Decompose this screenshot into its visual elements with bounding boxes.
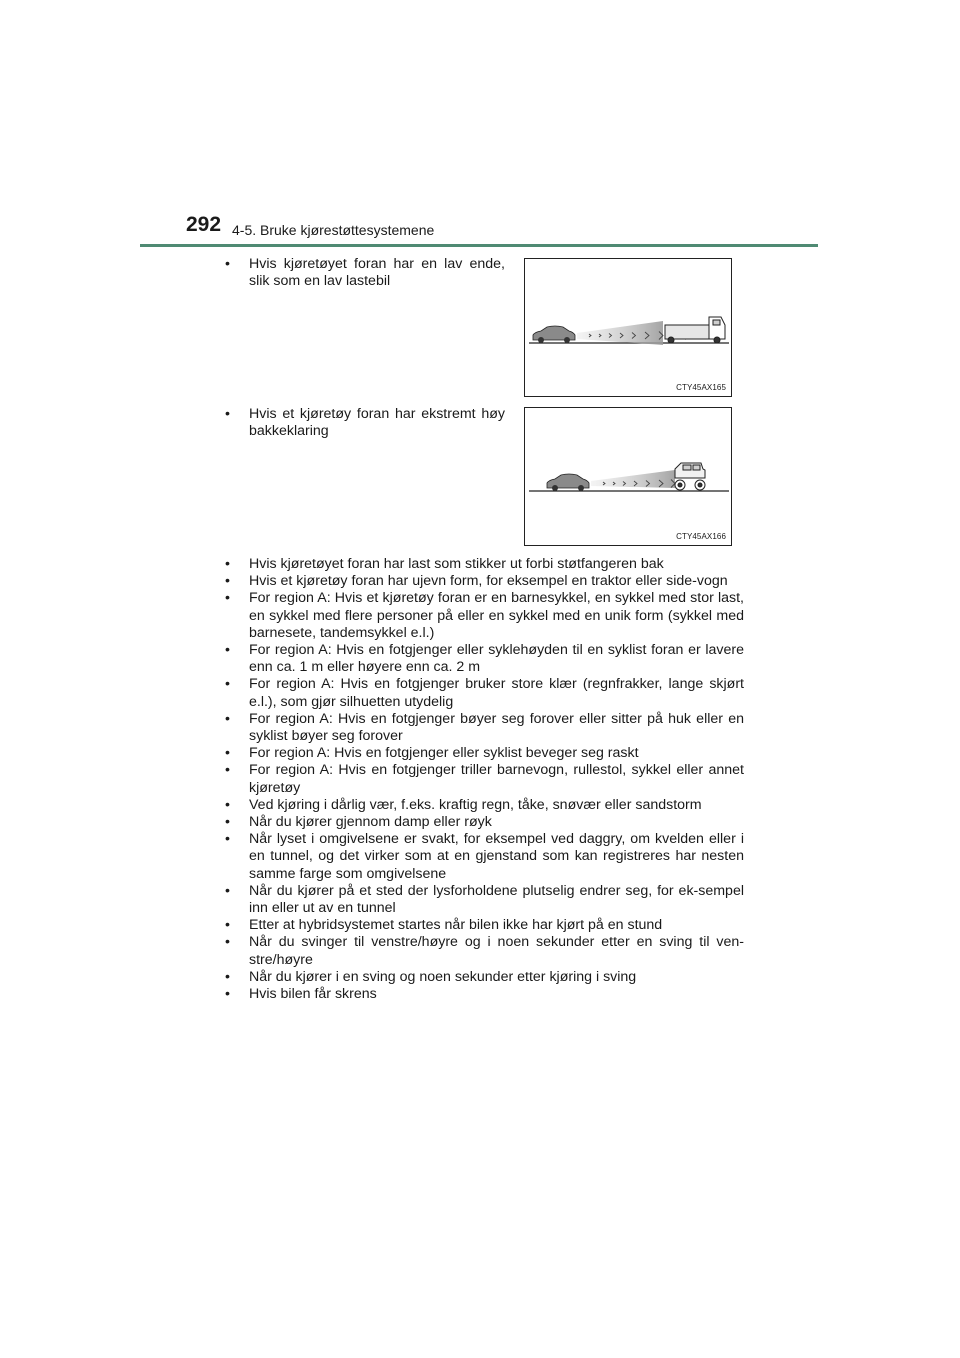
figure-code: CTY45AX166 xyxy=(676,532,726,541)
bullet: • xyxy=(225,968,230,985)
list-item xyxy=(225,934,744,968)
list-item-text: For region A: Hvis en fotgjenger triller barnevogn, rullestol, sykkel eller annet kjøretøy xyxy=(249,762,744,796)
list-item xyxy=(225,917,744,934)
list-item-text: Hvis kjøretøyet foran har last som stikker ut forbi støtfangeren bak xyxy=(249,556,664,572)
list-item xyxy=(225,573,744,590)
list-item xyxy=(225,745,744,762)
figure-caption-text: Hvis kjøretøyet foran har en lav ende, slik som en lav lastebil xyxy=(249,256,505,289)
list-item-text: For region A: Hvis en fotgjenger eller syklist beveger seg raskt xyxy=(249,745,639,762)
list-item xyxy=(225,969,744,986)
section-title: 4-5. Bruke kjørestøttesystemene xyxy=(232,222,435,238)
sensor-beam xyxy=(591,470,675,488)
list-item-text: Når lyset i omgivelsene er svakt, for eksempel ved daggry, om kvelden eller i en tunnel, og det virker som at en gjenstand som kan registreres har nesten samme farge som omgivelsene xyxy=(249,831,744,882)
illustration-low-truck xyxy=(524,258,732,397)
figure-caption-low-truck xyxy=(225,256,505,290)
figure-caption-high-clearance xyxy=(225,406,505,440)
list-item xyxy=(225,676,744,710)
list-item-text: Når du kjører på et sted der lysforholdene plutselig endrer seg, for ek-sempel inn eller ut av en tunnel xyxy=(249,882,744,917)
bullet: • xyxy=(225,642,230,659)
low-truck-illustration xyxy=(525,259,731,396)
bullet: • xyxy=(225,590,230,607)
bullet: • xyxy=(225,917,230,934)
sedan-icon xyxy=(547,474,589,491)
illustration-high-clearance xyxy=(524,407,732,546)
bullet: • xyxy=(225,814,230,831)
high-clearance-suv-icon xyxy=(675,463,705,490)
bullet: • xyxy=(225,406,230,422)
list-item xyxy=(225,797,744,814)
list-item xyxy=(225,831,744,883)
list-item-text: For region A: Hvis en fotgjenger bøyer seg forover eller sitter på huk eller en syklist bøyer seg forover xyxy=(249,710,744,745)
bullet: • xyxy=(225,745,230,762)
bullet: • xyxy=(225,710,230,727)
bullet: • xyxy=(225,556,230,572)
page-number: 292 xyxy=(186,213,222,236)
list-item xyxy=(225,556,744,573)
list-item-text: For region A: Hvis en fotgjenger bruker store klær (regnfrakker, lange skjørt e.l.), som gjør silhuetten utydelig xyxy=(249,676,744,710)
bullet: • xyxy=(225,882,230,899)
list-item-text: Ved kjøring i dårlig vær, f.eks. kraftig regn, tåke, snøvær eller sandstorm xyxy=(249,796,702,813)
list-item-text: Etter at hybridsystemet startes når bilen ikke har kjørt på en stund xyxy=(249,917,663,934)
bullet: • xyxy=(225,676,230,693)
list-item xyxy=(225,642,744,676)
sedan-icon xyxy=(533,326,575,343)
figure-code: CTY45AX165 xyxy=(676,383,726,392)
header-rule xyxy=(140,244,818,247)
list-item xyxy=(225,986,744,1003)
figure-caption-text: Hvis et kjøretøy foran har ekstremt høy bakkeklaring xyxy=(249,406,505,439)
list-item-text: Hvis bilen får skrens xyxy=(249,986,377,1003)
bullet: • xyxy=(225,796,230,813)
bullet: • xyxy=(225,762,230,779)
high-clearance-illustration xyxy=(525,408,731,545)
list-item-text: Når du kjører i en sving og noen sekunder etter kjøring i sving xyxy=(249,968,637,985)
list-item xyxy=(225,590,744,642)
list-item-text: Hvis et kjøretøy foran har ujevn form, for eksempel en traktor eller side-vogn xyxy=(249,573,728,590)
list-item xyxy=(225,883,744,917)
list-item xyxy=(225,814,744,831)
bullet: • xyxy=(225,573,230,590)
list-item-text: Når du kjører gjennom damp eller røyk xyxy=(249,814,492,831)
list-item-text: For region A: Hvis et kjøretøy foran er en barnesykkel, en sykkel med stor last, en sykkel med flere personer på eller en sykkel med en unik form (sykkel med barnesete, tandemsykkel e.l.) xyxy=(249,590,744,641)
list-item-text: Når du svinger til venstre/høyre og i noen sekunder etter en sving til ven-stre/høyre xyxy=(249,934,744,968)
bullet: • xyxy=(225,934,230,951)
list-item xyxy=(225,711,744,745)
bullet: • xyxy=(225,986,230,1003)
bullet: • xyxy=(225,831,230,848)
list-item-text: For region A: Hvis en fotgjenger eller syklehøyden til en syklist foran er lavere enn ca. 1 m eller høyere enn ca. 2 m xyxy=(249,642,744,676)
low-truck-icon xyxy=(665,317,725,343)
conditions-list xyxy=(225,556,744,1003)
bullet: • xyxy=(225,256,230,272)
list-item xyxy=(225,762,744,796)
